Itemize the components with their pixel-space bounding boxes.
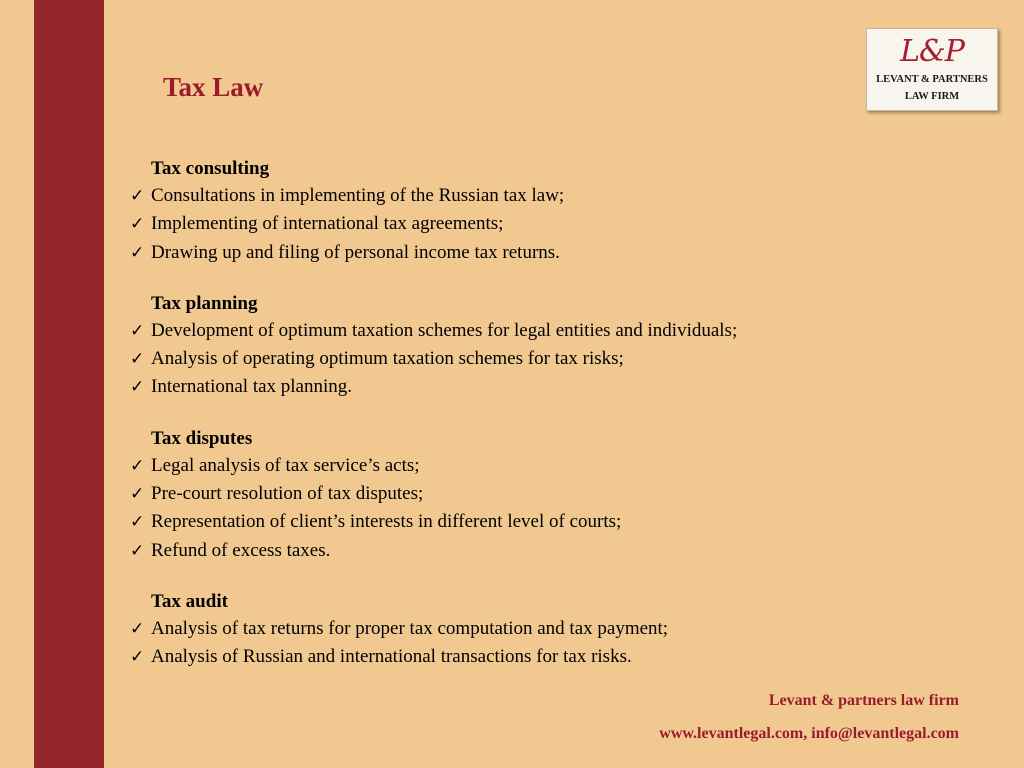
firm-logo bbox=[866, 28, 998, 111]
list-item-text: Analysis of tax returns for proper tax computation and tax payment; bbox=[151, 617, 669, 639]
list-item-text: International tax planning. bbox=[151, 376, 353, 398]
list-item bbox=[130, 210, 890, 238]
list-item bbox=[130, 643, 890, 671]
checkmark-icon: ✓ bbox=[130, 647, 145, 668]
list-item-text: Development of optimum taxation schemes for legal entities and individuals; bbox=[151, 319, 738, 341]
list-item-text: Pre-court resolution of tax disputes; bbox=[151, 483, 424, 505]
checkmark-icon: ✓ bbox=[130, 186, 145, 206]
list-item-text: Implementing of international tax agreements; bbox=[151, 213, 504, 235]
section-tax-disputes bbox=[130, 425, 890, 565]
section-heading: Tax consulting bbox=[151, 158, 270, 179]
section-heading: Tax planning bbox=[151, 292, 258, 314]
list-item bbox=[130, 537, 890, 565]
list-item-text: Legal analysis of tax service’s acts; bbox=[151, 454, 420, 476]
list-item bbox=[130, 615, 890, 643]
checkmark-icon: ✓ bbox=[130, 377, 145, 398]
list-item-text: Analysis of Russian and international transactions for tax risks. bbox=[151, 646, 632, 668]
list-item-text: Analysis of operating optimum taxation schemes for tax risks; bbox=[151, 348, 624, 370]
list-item-text: Refund of excess taxes. bbox=[151, 539, 331, 561]
left-accent-bar bbox=[34, 0, 104, 768]
section-heading: Tax disputes bbox=[151, 427, 253, 449]
list-item bbox=[130, 480, 890, 508]
checkmark-icon: ✓ bbox=[130, 455, 145, 476]
logo-name-line1: LEVANT & PARTNERS bbox=[876, 74, 988, 85]
section-tax-planning bbox=[130, 290, 890, 402]
checkmark-icon: ✓ bbox=[130, 484, 145, 505]
checkmark-icon: ✓ bbox=[130, 512, 145, 533]
list-item-text: Consultations in implementing of the Russian tax law; bbox=[151, 185, 565, 206]
section-heading: Tax audit bbox=[151, 590, 228, 612]
slide-content bbox=[130, 155, 890, 695]
logo-name-line2: LAW FIRM bbox=[904, 91, 960, 102]
list-item bbox=[130, 373, 890, 401]
footer-contact: www.levantlegal.com, info@levantlegal.com bbox=[659, 725, 959, 742]
checkmark-icon: ✓ bbox=[130, 618, 145, 639]
list-item-text: Drawing up and filing of personal income tax returns. bbox=[151, 241, 560, 263]
checkmark-icon: ✓ bbox=[130, 320, 145, 341]
list-item bbox=[130, 452, 890, 480]
list-item bbox=[130, 345, 890, 373]
footer-firm-name: Levant & partners law firm bbox=[768, 692, 959, 709]
section-tax-consulting bbox=[130, 155, 890, 267]
list-item bbox=[130, 508, 890, 536]
checkmark-icon: ✓ bbox=[130, 349, 145, 370]
slide-title: Tax Law bbox=[163, 72, 264, 102]
list-item bbox=[130, 182, 890, 210]
checkmark-icon: ✓ bbox=[130, 242, 145, 263]
list-item bbox=[130, 239, 890, 267]
checkmark-icon: ✓ bbox=[130, 214, 145, 235]
section-tax-audit bbox=[130, 588, 890, 672]
checkmark-icon: ✓ bbox=[130, 540, 145, 561]
logo-monogram: L&P bbox=[900, 34, 964, 69]
list-item bbox=[130, 317, 890, 345]
list-item-text: Representation of client’s interests in different level of courts; bbox=[151, 511, 622, 533]
